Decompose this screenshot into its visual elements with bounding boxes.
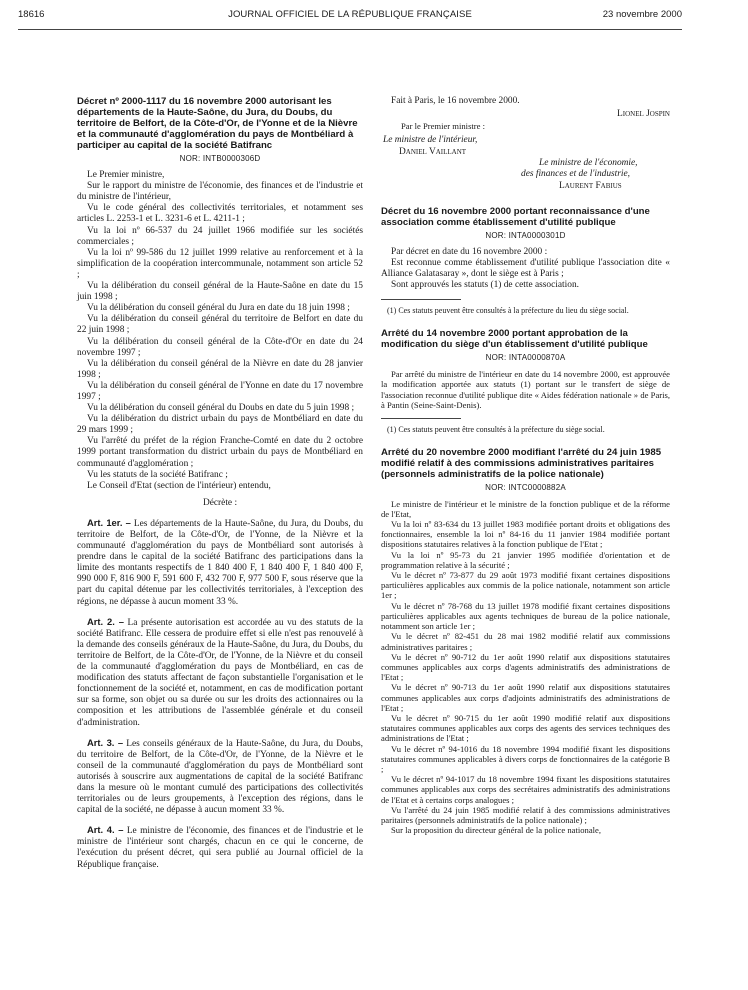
paragraph: Vu le décret nº 94-1016 du 18 novembre 1994 modifié fixant les dispositions statutaires communes applicables à divers corps de fonctionnaires de la catégorie B ; (381, 743, 670, 774)
article-label: Art. 2. – (87, 615, 124, 627)
paragraph: Vu le décret nº 78-768 du 13 juillet 1978 modifié fixant certaines dispositions particulières applicables aux agents techniques de bureau de la police nationale, notamment son article 1er ; (381, 600, 670, 632)
article-label: Art. 4. – (87, 824, 124, 836)
visa-paragraph: Vu la délibération du conseil général de la Nièvre en date du 28 janvier 1998 ; (77, 358, 363, 380)
paragraph: Vu le décret nº 73-877 du 29 août 1973 modifié fixant certaines dispositions particulières applicables aux commis de la police nationale, notamment son article 1er ; (381, 570, 670, 601)
article-3 (77, 737, 363, 817)
article-text: Les conseils généraux de la Haute-Saône, du Jura, du Doubs, du territoire de Belfort, de la Côte-d'Or, de l'Yonne, de la Nièvre et le conseil de la communauté d'agglomération du pays de Montbéliard sont autorisés à souscrire aux augmentations de capital de la société Batifranc dans la mesure où le montant cumulé des participations des collectivités territoriales ou de leurs groupements, à l'exception des régions, dans le capital de la société, ne dépasse à aucun moment 33 %. (77, 738, 364, 816)
paragraph: Vu le décret nº 90-713 du 1er août 1990 relatif aux dispositions statutaires communes applicables aux corps d'adjoints administratifs des administrations de l'Etat ; (381, 682, 670, 713)
nor-reference: NOR: INTA0000870A (485, 353, 566, 363)
decree-4-body (381, 499, 670, 836)
visa-paragraph: Vu la délibération du conseil général de la Côte-d'Or en date du 24 novembre 1997 ; (77, 336, 363, 358)
signatory-economy: Laurent Fabius (559, 181, 622, 191)
visa-paragraph: Vu la délibération du district urbain du pays de Montbéliard en date du 29 mars 1999 ; (77, 414, 363, 436)
paragraph: Vu le décret nº 82-451 du 28 mai 1982 modifié relatif aux commissions administratives paritaires ; (381, 631, 670, 652)
paragraph: Vu la loi nº 83-634 du 13 juillet 1983 modifiée portant droits et obligations des fonctionnaires, ensemble la loi nº 84-16 du 11 janvier 1984 modifiée portant dispositions statutaires relatives à la fonction publique de l'Etat ; (381, 519, 670, 550)
nor-reference: NOR: INTA0000301D (485, 231, 566, 240)
intro: Le Premier ministre, (87, 170, 165, 181)
page-number: 18616 (18, 9, 45, 20)
decree-3-title: Arrêté du 14 novembre 2000 portant approbation de la modification du siège d'un établissement d'utilité publique (381, 328, 648, 351)
paragraph: Par arrêté du ministre de l'intérieur en date du 14 novembre 2000, est approuvée la modification apportée aux statuts (1) portant sur le transfert de siège de l'association reconnue d'utilité publique dite « Aides fédération nationale » de Paris, à Pantin (Seine-Saint-Denis). (381, 369, 670, 410)
paragraph: Par décret en date du 16 novembre 2000 : (391, 247, 548, 258)
paragraph: Vu le décret nº 94-1017 du 18 novembre 1994 fixant les dispositions statutaires communes applicables aux corps des secrétaires administratifs des administrations de l'Etat et à certains corps analogues ; (381, 774, 670, 805)
visa-paragraph: Vu les statuts de la société Batifranc ; (87, 469, 228, 480)
page-header (18, 7, 682, 30)
nor-reference: NOR: INTC0000882A (485, 482, 566, 492)
paragraph: Sur la proposition du directeur général de la police nationale, (391, 825, 601, 836)
decrete-heading: Décrète : (202, 497, 238, 508)
paragraph: Le ministre de l'intérieur et le ministre de la fonction publique et de la réforme de l'Etat, (381, 498, 670, 519)
journal-title: JOURNAL OFFICIEL DE LA RÉPUBLIQUE FRANÇAISE (228, 9, 472, 20)
footnote-rule (381, 418, 461, 419)
paragraph: Vu le décret nº 90-712 du 1er août 1990 relatif aux dispositions statutaires communes applicables aux corps d'agents administratifs des administrations de l'Etat ; (381, 651, 670, 683)
visa-paragraph: Vu la délibération du conseil général du Doubs en date du 5 juin 1998 ; (87, 403, 355, 414)
paragraph: Vu l'arrêté du 24 juin 1985 modifié relatif à des commissions administratives paritaires (personnels administratifs de la police nationale) ; (381, 804, 670, 825)
visa-paragraph: Vu la loi nº 66-537 du 24 juillet 1966 modifiée sur les sociétés commerciales ; (77, 225, 363, 247)
issue-date: 23 novembre 2000 (602, 9, 682, 20)
paragraph: Sont approuvés les statuts (1) de cette association. (391, 280, 579, 291)
visa-list (77, 181, 363, 492)
visa-paragraph: Vu la délibération du conseil général du territoire de Belfort en date du 22 juin 1998 ; (77, 314, 363, 336)
article-label: Art. 1er. – (87, 516, 131, 528)
signature-block (381, 96, 670, 206)
visa-paragraph: Vu la délibération du conseil général de la Haute-Saône en date du 15 juin 1998 ; (77, 281, 363, 303)
signatory-interior: Daniel Vaillant (399, 147, 467, 157)
footnote: (1) Ces statuts peuvent être consultés à la préfecture du lieu du siège social. (387, 306, 629, 316)
minister-economy-title-1: Le ministre de l'économie, (539, 158, 638, 168)
nor-reference: NOR: INTB0000306D (179, 154, 261, 163)
visa-paragraph: Vu la délibération du conseil général du Jura en date du 18 juin 1998 ; (87, 303, 350, 314)
minister-interior-title: Le ministre de l'intérieur, (383, 135, 478, 145)
decree-2-title: Décret du 16 novembre 2000 portant reconnaissance d'une association comme établissement d'utilité publique (381, 206, 650, 228)
visa-paragraph: Vu la délibération du conseil général de l'Yonne en date du 17 novembre 1997 ; (77, 380, 363, 402)
minister-economy-title-2: des finances et de l'industrie, (521, 169, 631, 179)
left-column (77, 96, 363, 871)
article-1 (77, 517, 363, 608)
decree-4-title: Arrêté du 20 novembre 2000 modifiant l'arrêté du 24 juin 1985 modifié relatif à des commissions administratives paritaires (personnels administratifs de la police nationale) (381, 446, 662, 480)
article-text: Les départements de la Haute-Saône, du Jura, du Doubs, du territoire de Belfort, de la Côte-d'Or, de l'Yonne, de la Nièvre et la communauté d'agglomération du pays de Montbéliard sont autorisés à prendre dans le capital de la société Batifranc des participations dans la limite des montants respectifs de 1 840 400 F, 1 840 400 F, 1 840 400 F, 990 000 F, 816 900 F, 591 600 F, 432 700 F, 977 500 F, sous réserve que la part du capital détenue par les collectivités territoriales, à l'exception des régions, ne dépasse à aucun moment 33 %. (77, 518, 364, 607)
visa-paragraph: Sur le rapport du ministre de l'économie, des finances et de l'industrie et du ministre de l'intérieur, (77, 181, 363, 203)
article-text: Le ministre de l'économie, des finances et de l'industrie et le ministre de l'intérieur sont chargés, chacun en ce qui le concerne, de l'exécution du présent décret, qui sera publié au Journal officiel de la République française. (77, 826, 363, 870)
article-4 (77, 824, 363, 870)
article-label: Art. 3. – (87, 736, 124, 748)
paragraph: Vu le décret nº 90-715 du 1er août 1990 modifié relatif aux dispositions statutaires communes applicables aux corps des agents des services techniques des administrations de l'Etat ; (381, 712, 670, 744)
paragraph: Est reconnue comme établissement d'utilité publique l'association dite « Alliance Galatasaray », dont le siège est à Paris ; (381, 258, 670, 280)
right-column (381, 96, 670, 835)
paragraph: Vu la loi nº 95-73 du 21 janvier 1995 modifiée d'orientation et de programmation relative à la sécurité ; (381, 549, 670, 570)
footnote: (1) Ces statuts peuvent être consultés à la préfecture du siège social. (387, 424, 605, 434)
decree-title: Décret nº 2000-1117 du 16 novembre 2000 autorisant les départements de la Haute-Saône, du Jura, du Doubs, du territoire de Belfort, de la Côte-d'Or, de l'Yonne et de la Nièvre et la communauté d'agglomération du pays de Montbéliard à participer au capital de la société Batifranc (77, 96, 358, 151)
article-text: La présente autorisation est accordée au vu des statuts de la société Batifranc. Elle cessera de produire effet si elle n'est pas renouvelé à la demande des conseils généraux de la Haute-Saône, du Jura, du Doubs, du territoire de Belfort, de la Côte-d'Or, de l'Yonne, de la Nièvre et du conseil de la communauté d'agglomération du pays de Montbéliard, en cas de modification des statuts affectant de façon substantielle l'organisation et le fonctionnement de la société et, notamment, en cas de modification portant sur sa forme, son objet ou sa durée ou sur les droits des actionnaires ou la composition et les attributions de l'assemblée générale et du conseil d'administration. (77, 617, 363, 728)
article-2 (77, 616, 363, 729)
signatory-pm: Lionel Jospin (617, 109, 670, 119)
visa-paragraph: Vu la loi nº 99-586 du 12 juillet 1999 relative au renforcement et à la simplification de la coopération intercommunale, notamment son article 52 ; (77, 247, 363, 280)
visa-paragraph: Vu l'arrêté du préfet de la région Franche-Comté en date du 2 octobre 1999 portant transformation du district urbain du pays de Montbéliard en communauté d'agglomération ; (77, 436, 363, 469)
by-pm: Par le Premier ministre : (401, 121, 486, 131)
place-date: Fait à Paris, le 16 novembre 2000. (391, 96, 520, 106)
footnote-rule (381, 299, 461, 300)
visa-paragraph: Vu le code général des collectivités territoriales, et notamment ses articles L. 2253-1 et L. 3231-6 et L. 4211-1 ; (77, 203, 363, 225)
visa-paragraph: Le Conseil d'Etat (section de l'intérieur) entendu, (87, 480, 271, 491)
